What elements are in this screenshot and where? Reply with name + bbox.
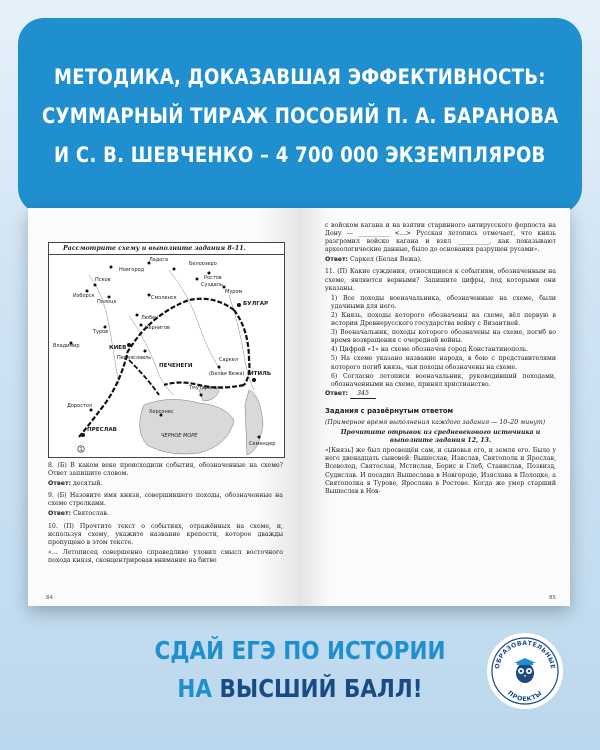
option-4: 4) Цифрой «1» на схеме обозначен город Константинополь. bbox=[331, 346, 529, 354]
map-label-rostov: Ростов bbox=[204, 275, 222, 281]
answer-11: Ответ: 345 bbox=[325, 390, 556, 399]
map-label-suzdal: Суздаль bbox=[201, 282, 223, 288]
map-label-vladimir: Владимир bbox=[53, 343, 80, 349]
left-page bbox=[28, 208, 299, 606]
section-title: Задания с развёрнутым ответом bbox=[325, 406, 454, 415]
map-label-tmutarakan: Тмутаракань bbox=[189, 385, 224, 391]
map-label-itil: ИТИЛЬ bbox=[249, 371, 272, 377]
question-10-quote: «... Летописец совершенно справедливо уловил смысл восточного похода князя, сконцентрировав внимание на битве bbox=[48, 548, 283, 564]
map-label-pechenegi: ПЕЧЕНЕГИ bbox=[159, 363, 193, 369]
answer-10: Ответ: Саркел (Белая Вежа). bbox=[325, 256, 422, 264]
logo-text-top: ОБРАЗОВАТЕЛЬНЫЕ bbox=[493, 639, 556, 670]
map-frame bbox=[48, 242, 285, 458]
slogan-line-1: СДАЙ ЕГЭ ПО ИСТОРИИ bbox=[154, 636, 446, 665]
map-label-turov: Туров bbox=[93, 329, 109, 335]
map-label-lyubech: Любеч bbox=[141, 315, 159, 321]
map-label-novgorod: Новгород bbox=[119, 267, 145, 273]
logo-icon bbox=[487, 633, 563, 709]
historical-map bbox=[49, 255, 284, 457]
page-number-left: 84 bbox=[46, 594, 53, 601]
question-8: 8. (Б) В каком веке происходили события, обозначенные на схеме? Ответ запишите словом. bbox=[48, 462, 283, 478]
slogan-prefix: НА bbox=[177, 674, 220, 703]
map-caption: Рассмотрите схему и выполните задания 8–11. bbox=[49, 243, 284, 255]
option-5: 5) На схеме указано название народа, в бою с представителями которого погиб князь, чьи походы обозначены на схеме. bbox=[331, 355, 556, 371]
map-label-dorostol: Доростол bbox=[67, 403, 93, 409]
question-9: 9. (Б) Назовите имя князя, совершившего походы, обозначенные на схеме стрелками. bbox=[48, 492, 283, 508]
right-page bbox=[299, 208, 570, 606]
map-label-izborsk: Изборск bbox=[73, 293, 95, 299]
map-label-khersones: Херсонес bbox=[149, 409, 174, 415]
page-number-right: 85 bbox=[549, 594, 556, 601]
left-questions bbox=[48, 462, 283, 565]
banner-line-2: СУММАРНЫЙ ТИРАЖ ПОСОБИЙ П. А. БАРАНОВА bbox=[41, 103, 559, 128]
map-label-pskov: Псков bbox=[95, 277, 111, 283]
source-quote: «[Князь] же был просвещён сам, и сыновья его, и земля его. Было у него двенадцать сыновей: Вышеслав, Изяслав, Святополк и Ярослав, Всеволод, Святослав, Мстислав, Борис и Глеб, Станислав, Позвизд, Судислав. И посадил Вышеслава в Новгороде, Изяслава в Полоцке, а Святополка в Турове, Ярослава в Ростове. Когда же умер старший Вышеслав в Нов- bbox=[325, 447, 556, 495]
map-label-marker: 1 bbox=[79, 447, 83, 453]
slogan-line-2 bbox=[42, 674, 558, 703]
map-label-sarkel: Саркел bbox=[219, 357, 239, 363]
header-banner bbox=[18, 18, 582, 214]
instruction: Прочитите отрывок из средневекового источника и выполните задания 12, 13. bbox=[340, 429, 541, 445]
map-label-belaya-vezha: (Белая Вежа) bbox=[209, 371, 245, 377]
answer-9: Ответ: Святослав. bbox=[48, 510, 109, 518]
option-1: 1) Все походы военачальника, обозначенные на схеме, были удачными для него. bbox=[331, 294, 556, 310]
map-label-polotsk: Полоцк bbox=[97, 299, 117, 305]
map-label-bulgar: БУЛГАР bbox=[243, 301, 269, 307]
map-label-beloozero: Белоозеро bbox=[189, 261, 217, 267]
map-label-preslav: ПРЕСЛАВ bbox=[87, 427, 117, 433]
map-label-ladoga: Ладога bbox=[149, 257, 169, 263]
map-label-chernoe-more: ЧЕРНОЕ МОРЕ bbox=[161, 433, 198, 439]
map-label-pereyaslavl: Переяславль bbox=[117, 355, 152, 361]
map-label-murom: Муром bbox=[225, 289, 243, 295]
map-label-semender: Семендер bbox=[249, 441, 276, 447]
time-note: (Примерное время выполнения каждого задания — 10–20 минут) bbox=[325, 418, 546, 426]
banner-line-3: И С. В. ШЕВЧЕНКО – 4 700 000 ЭКЗЕМПЛЯРОВ bbox=[54, 142, 546, 167]
answer-8: Ответ: десятый. bbox=[48, 480, 103, 488]
option-3: 3) Военачальник, походы которого обозначены на схеме, погиб во время возвращения с очередной войны. bbox=[331, 329, 556, 345]
map-label-chernigov: Чернигов bbox=[145, 325, 170, 331]
map-label-kiev: КИЕВ bbox=[109, 345, 127, 351]
banner-line-1: МЕТОДИКА, ДОКАЗАВШАЯ ЭФФЕКТИВНОСТЬ: bbox=[54, 64, 546, 89]
option-2: 2) Князь, походы которого обозначены на схеме, вёл первую в истории Древнерусского государства войну с Византией. bbox=[331, 311, 556, 328]
question-11: 11. (П) Какие суждения, относящиеся к событиям, обозначенным на схеме, являются верными? Запишите цифры, под которыми они указаны. bbox=[325, 268, 556, 292]
publisher-logo bbox=[486, 632, 564, 710]
map-label-smolensk: Смоленск bbox=[151, 295, 177, 301]
logo-text-bottom: ПРОЕКТЫ bbox=[506, 689, 544, 704]
option-6: 6) Согласно летописи военачальник, руководивший походами, обозначенными на схеме, принял христианство. bbox=[331, 372, 556, 388]
question-10: 10. (П) Прочтите текст о событиях, отражённых на схеме, и, используя схему, укажите название крепости, которое дважды пропущено в этом тексте. bbox=[48, 522, 283, 546]
open-book bbox=[28, 208, 570, 606]
slogan-accent: ВЫСШИЙ БАЛЛ! bbox=[219, 674, 423, 703]
quote-continuation: с войском кагана и на взятии старинного антирусского форпоста на Дону — __________ <...> Русская летопись отмечает, что князь разгромил войско кагана и взял __________, как показывают археологические данные, было до основания разрушен русами». bbox=[325, 222, 556, 254]
